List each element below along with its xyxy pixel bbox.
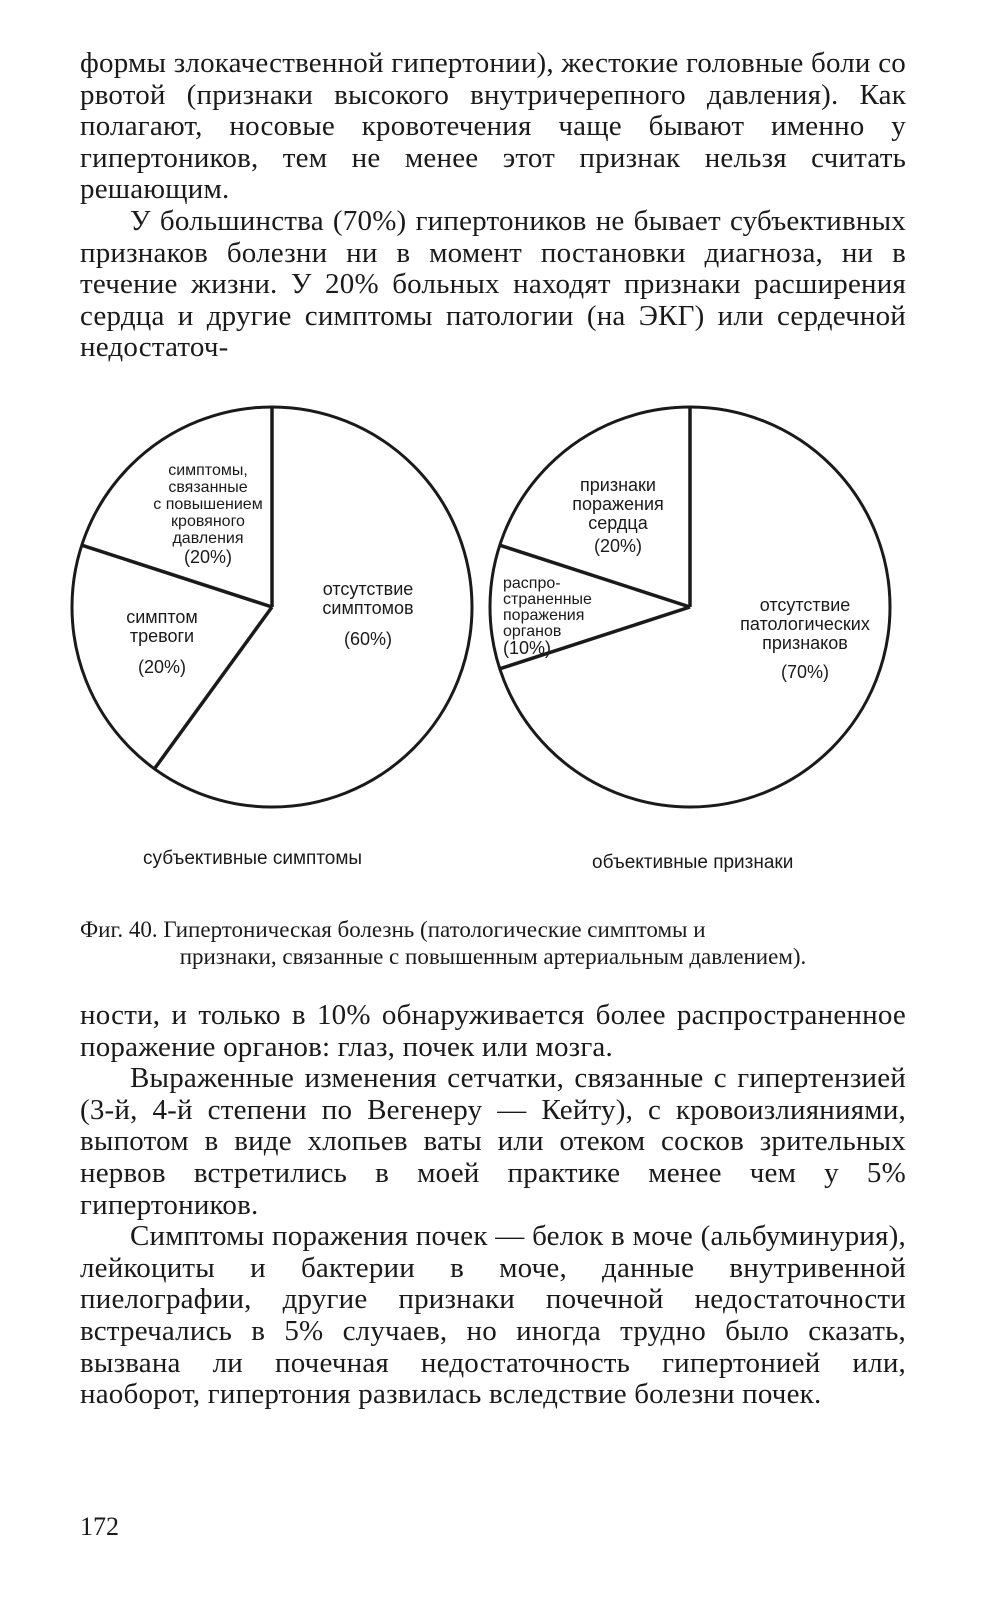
paragraph-5: Симптомы поражения почек — белок в моче (альбуминурия), лейкоциты и бактерии в моче, данные внутривенной пиелографии, другие признаки почечной недостаточности встречались в 5% случаев, но иногда трудно было сказать, вызвана ли почечная недостаточность гипертонией или, наоборот, гипертония развилась вследствие болезни почек.: [80, 1220, 906, 1411]
slice-label-pressure-symptoms: симптомы, связанные с повышением кровяного давления (20%): [153, 462, 263, 567]
chart-title-objective: объективные признаки: [592, 852, 794, 873]
figure-caption: [80, 916, 906, 970]
slice-label-heart-damage: признаки поражения сердца (20%): [572, 475, 664, 556]
figure-40: [0, 400, 987, 900]
page-number: 172: [80, 1512, 119, 1541]
slice-label-no-pathology: отсутствие патологических признаков (70%): [740, 595, 870, 682]
slice-label-organ-damage: распро- страненные поражения органов (10%): [503, 575, 592, 658]
slice-label-anxiety: симптом тревоги (20%): [126, 607, 198, 677]
slice-label-no-symptoms: отсутствие симптомов (60%): [322, 579, 414, 649]
top-text-block: [80, 48, 906, 364]
caption-line-1: Фиг. 40. Гипертоническая болезнь (патологические симптомы и: [80, 917, 706, 942]
caption-line-2: признаки, связанные с повышенным артериальным давлением).: [179, 944, 807, 969]
paragraph-3: ности, и только в 10% обнаруживается более распространенное поражение органов: глаз, почек или мозга.: [80, 999, 906, 1063]
paragraph-4: Выраженные изменения сетчатки, связанные с гипертензией (3-й, 4-й степени по Вегенеру — Кейту), с кровоизлияниями, выпотом в виде хлопьев ваты или отеком сосков зрительных нервов встретились в моей практике менее чем у 5% гипертоников.: [80, 1062, 906, 1221]
bottom-text-block: [80, 1000, 906, 1411]
chart-title-subjective: субъективные симптомы: [143, 848, 363, 869]
paragraph-1: формы злокачественной гипертонии), жестокие головные боли со рвотой (признаки высокого внутричерепного давления). Как полагают, носовые кровотечения чаще бывают именно у гипертоников, тем не менее этот признак нельзя считать решающим.: [80, 47, 906, 206]
paragraph-2: У большинства (70%) гипертоников не бывает субъективных признаков болезни ни в момент постановки диагноза, ни в течение жизни. У 20% больных находят признаки расширения сердца и другие симптомы патологии (на ЭКГ) или сердечной недостаточ-: [80, 204, 906, 364]
